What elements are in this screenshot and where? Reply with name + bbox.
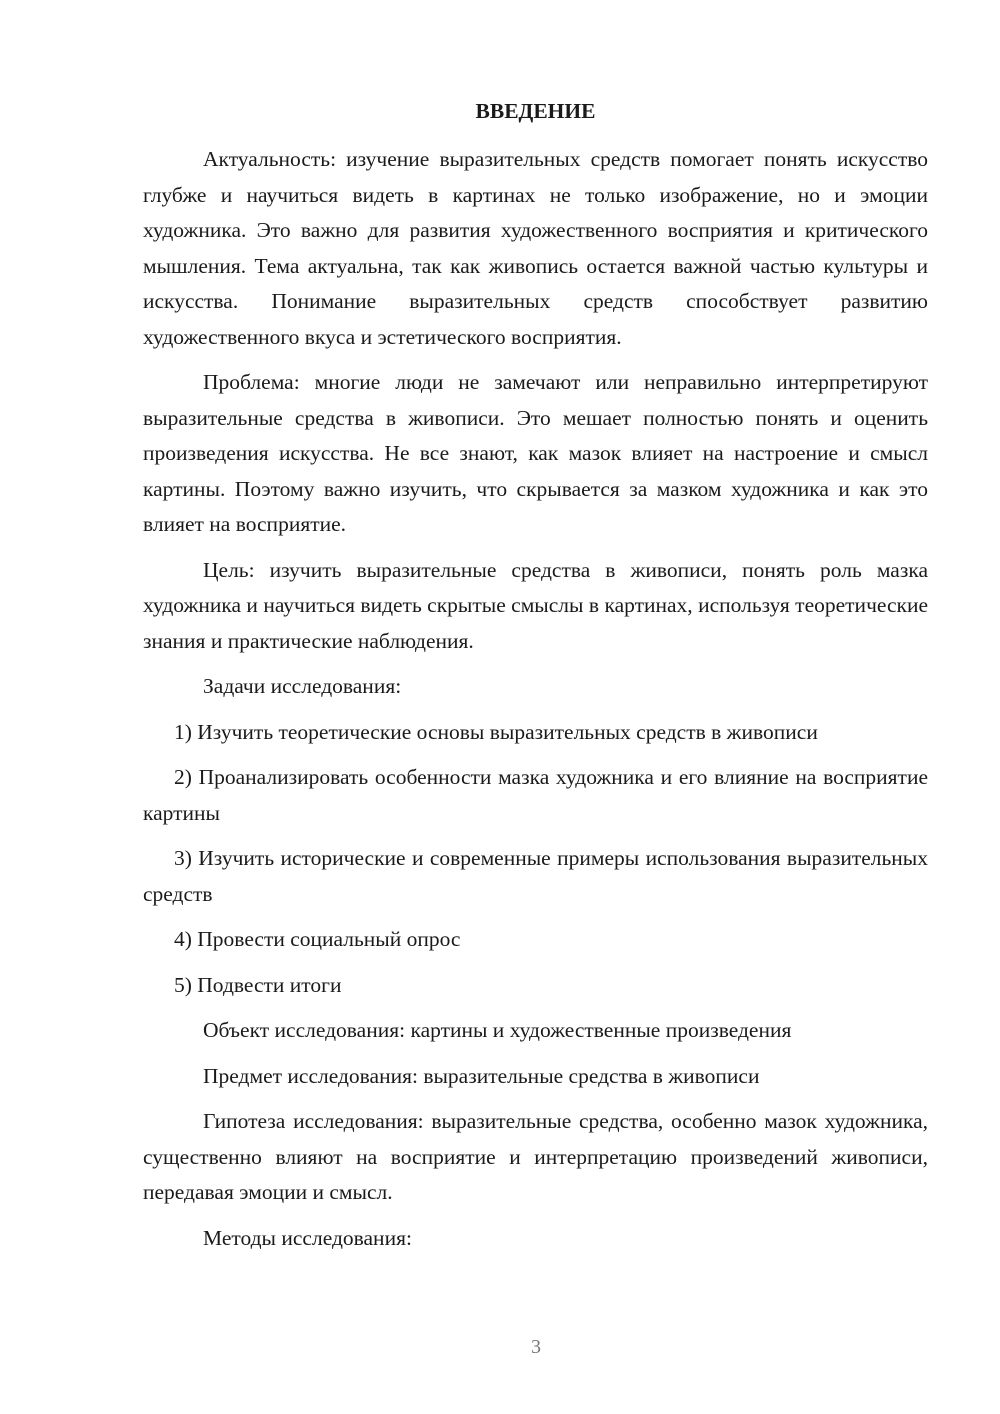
goal-paragraph: Цель: изучить выразительные средства в живописи, понять роль мазка художника и научиться видеть скрытые смыслы в картинах, используя теоретические знания и практические наблюдения. xyxy=(143,557,928,653)
page-number: 3 xyxy=(531,1336,541,1358)
page-body xyxy=(143,142,928,1266)
tasks-heading: Задачи исследования: xyxy=(203,674,402,698)
problem-paragraph: Проблема: многие люди не замечают или неправильно интерпретируют выразительные средства в живописи. Это мешает полностью понять и оценить произведения искусства. Не все знают, как мазок влияет на настроение и смысл картины. Поэтому важно изучить, что скрывается за мазком художника и как это влияет на восприятие. xyxy=(143,370,928,536)
subject-paragraph: Предмет исследования: выразительные средства в живописи xyxy=(203,1063,760,1088)
task-item: 3) Изучить исторические и современные примеры использования выразительных средств xyxy=(143,846,928,906)
object-paragraph: Объект исследования: картины и художественные произведения xyxy=(203,1018,792,1042)
task-item: 4) Провести социальный опрос xyxy=(174,927,461,951)
relevance-paragraph: Актуальность: изучение выразительных средств помогает понять искусство глубже и научиться видеть в картинах не только изображение, но и эмоции художника. Это важно для развития художественного восприятия и критического мышления. Тема актуальна, так как живопись остается важной частью культуры и искусства. Понимание выразительных средств способствует развитию художественного вкуса и эстетического восприятия. xyxy=(143,147,928,349)
task-item: 5) Подвести итоги xyxy=(174,972,342,997)
hypothesis-paragraph: Гипотеза исследования: выразительные средства, особенно мазок художника, существенно влияют на восприятие и интерпретацию произведений живописи, передавая эмоции и смысл. xyxy=(143,1109,928,1204)
task-item: 2) Проанализировать особенности мазка художника и его влияние на восприятие картины xyxy=(143,765,928,825)
methods-heading: Методы исследования: xyxy=(203,1225,412,1250)
section-heading: ВВЕДЕНИЕ xyxy=(475,99,596,123)
task-item: 1) Изучить теоретические основы выразительных средств в живописи xyxy=(174,719,818,744)
